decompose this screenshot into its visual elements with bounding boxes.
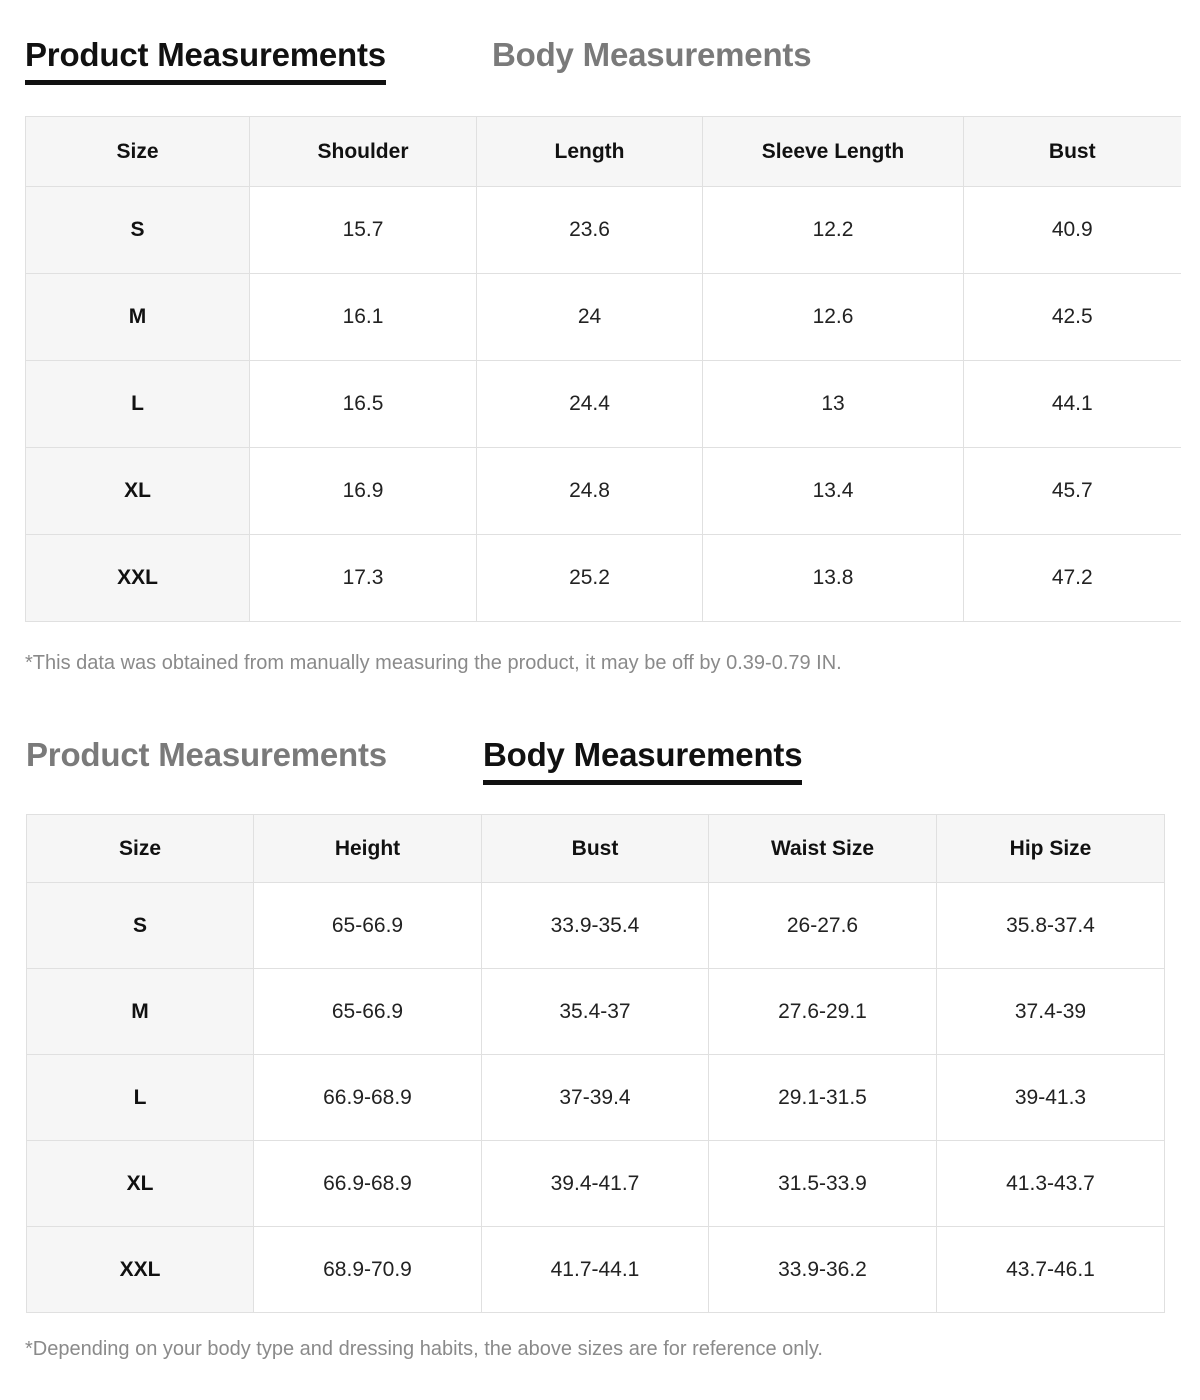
table-cell: 26-27.6 (709, 883, 937, 969)
table-cell: 39-41.3 (937, 1055, 1165, 1141)
tab-body-measurements-label: Body Measurements (483, 736, 803, 773)
column-header: Bust (482, 815, 709, 883)
table-cell: 24.8 (477, 448, 703, 535)
table-cell: 40.9 (964, 187, 1181, 274)
size-cell: L (26, 361, 250, 448)
table-cell: 16.1 (250, 274, 477, 361)
size-cell: XL (27, 1141, 254, 1227)
table-cell: 39.4-41.7 (482, 1141, 709, 1227)
size-cell: S (26, 187, 250, 274)
table-cell: 15.7 (250, 187, 477, 274)
table-row (27, 883, 1165, 969)
column-header: Length (477, 117, 703, 187)
size-cell: S (27, 883, 254, 969)
size-cell: XXL (27, 1227, 254, 1313)
measurement-tabs (0, 0, 1200, 90)
table-cell: 41.3-43.7 (937, 1141, 1165, 1227)
table-cell: 23.6 (477, 187, 703, 274)
table-cell: 13.8 (703, 535, 964, 622)
column-header: Size (26, 117, 250, 187)
table-cell: 42.5 (964, 274, 1181, 361)
body-measurements-table (26, 814, 1165, 1313)
size-cell: XXL (26, 535, 250, 622)
table-header-row (27, 815, 1165, 883)
table-cell: 16.5 (250, 361, 477, 448)
table-cell: 24 (477, 274, 703, 361)
table-cell: 44.1 (964, 361, 1181, 448)
table-cell: 66.9-68.9 (254, 1055, 482, 1141)
table-row (26, 187, 1181, 274)
table-cell: 31.5-33.9 (709, 1141, 937, 1227)
tab-product-measurements[interactable] (26, 736, 387, 774)
tab-body-measurements-label: Body Measurements (492, 36, 812, 73)
table-cell: 35.8-37.4 (937, 883, 1165, 969)
tab-product-measurements-label: Product Measurements (25, 36, 386, 73)
table-cell: 68.9-70.9 (254, 1227, 482, 1313)
size-cell: M (26, 274, 250, 361)
table-cell: 41.7-44.1 (482, 1227, 709, 1313)
table-cell: 12.2 (703, 187, 964, 274)
table-cell: 12.6 (703, 274, 964, 361)
table-cell: 43.7-46.1 (937, 1227, 1165, 1313)
product-measurements-table (25, 116, 1181, 622)
table-row (27, 1227, 1165, 1313)
body-measurement-note: *Depending on your body type and dressing habits, the above sizes are for reference only. (25, 1338, 823, 1360)
active-tab-underline (483, 780, 802, 785)
table-cell: 33.9-35.4 (482, 883, 709, 969)
table-row (27, 969, 1165, 1055)
table-cell: 47.2 (964, 535, 1181, 622)
table-cell: 17.3 (250, 535, 477, 622)
table-cell: 13 (703, 361, 964, 448)
table-row (26, 361, 1181, 448)
table-cell: 37-39.4 (482, 1055, 709, 1141)
table-row (27, 1141, 1165, 1227)
tab-body-measurements[interactable] (492, 36, 811, 74)
size-cell: XL (26, 448, 250, 535)
column-header: Shoulder (250, 117, 477, 187)
tab-body-measurements[interactable] (483, 736, 802, 774)
table-cell: 45.7 (964, 448, 1181, 535)
measurement-tabs (0, 700, 1200, 790)
active-tab-underline (25, 80, 386, 85)
size-cell: M (27, 969, 254, 1055)
tab-product-measurements-label: Product Measurements (26, 736, 387, 773)
product-measurement-note: *This data was obtained from manually measuring the product, it may be off by 0.39-0.79 IN. (25, 652, 842, 674)
tab-product-measurements[interactable] (25, 36, 386, 74)
column-header: Size (27, 815, 254, 883)
size-cell: L (27, 1055, 254, 1141)
column-header: Waist Size (709, 815, 937, 883)
table-row (26, 535, 1181, 622)
table-row (26, 448, 1181, 535)
table-cell: 13.4 (703, 448, 964, 535)
column-header: Bust (964, 117, 1181, 187)
table-cell: 37.4-39 (937, 969, 1165, 1055)
table-cell: 25.2 (477, 535, 703, 622)
table-header-row (26, 117, 1181, 187)
table-cell: 27.6-29.1 (709, 969, 937, 1055)
table-cell: 16.9 (250, 448, 477, 535)
column-header: Hip Size (937, 815, 1165, 883)
table-row (27, 1055, 1165, 1141)
table-row (26, 274, 1181, 361)
table-cell: 33.9-36.2 (709, 1227, 937, 1313)
table-cell: 24.4 (477, 361, 703, 448)
column-header: Height (254, 815, 482, 883)
table-cell: 65-66.9 (254, 969, 482, 1055)
column-header: Sleeve Length (703, 117, 964, 187)
table-cell: 35.4-37 (482, 969, 709, 1055)
table-cell: 29.1-31.5 (709, 1055, 937, 1141)
table-cell: 66.9-68.9 (254, 1141, 482, 1227)
table-cell: 65-66.9 (254, 883, 482, 969)
